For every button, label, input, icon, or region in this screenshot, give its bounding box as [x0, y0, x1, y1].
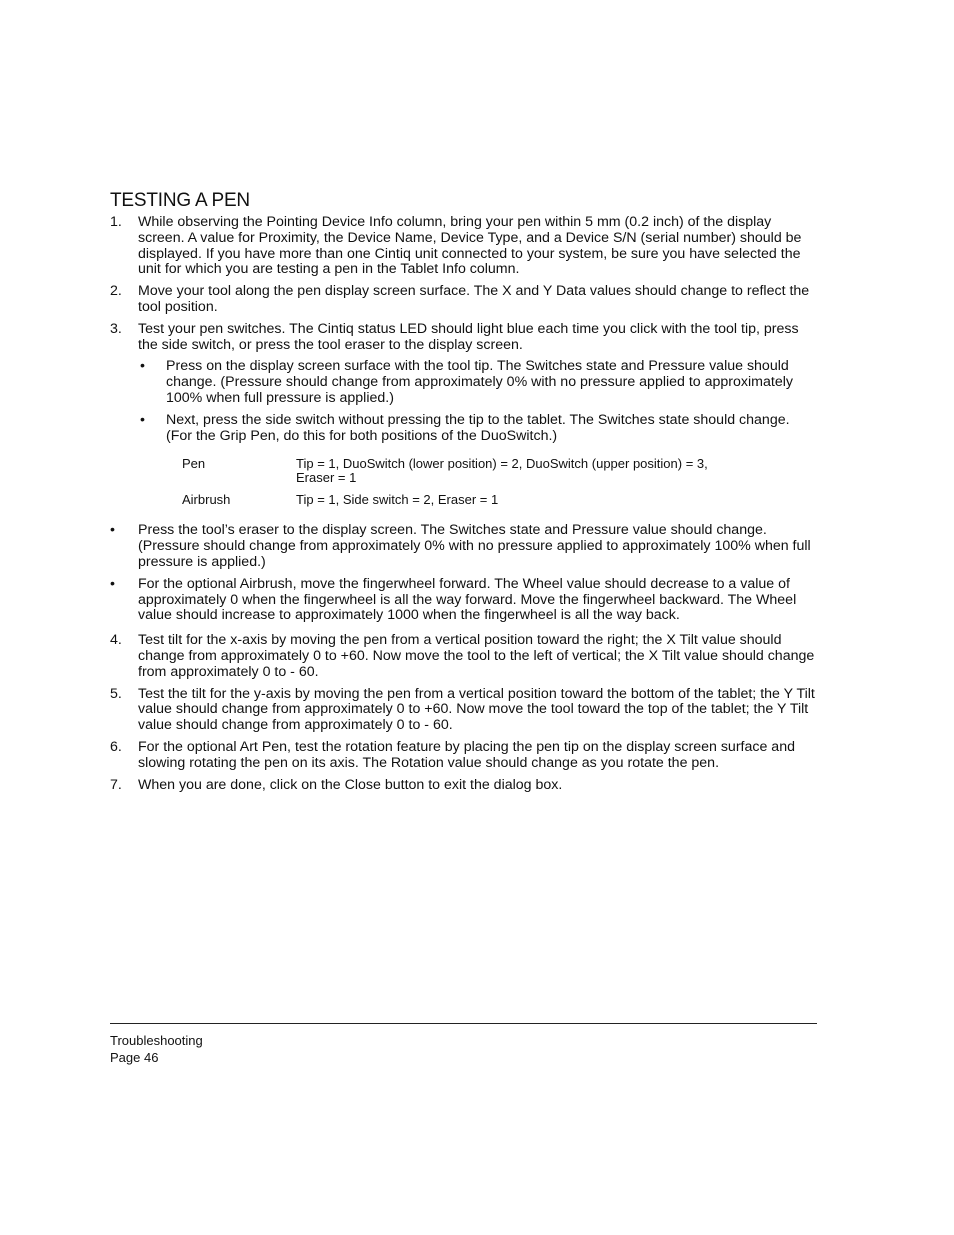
step-3-bullet-2: [110, 413, 817, 445]
step-text: While observing the Pointing Device Info column, bring your pen within 5 mm (0.2 inch) of the display screen. A value for Proximity, the Device Name, Device Type, and a Device S/N (serial number) should be displayed. If you have more than one Cintiq unit connected to your system, be sure you have selected the unit for which you are testing a pen in the Tablet Info column.: [138, 214, 802, 278]
switch-values-table: [182, 457, 746, 515]
bullet-marker: •: [140, 411, 145, 428]
table-row: [182, 493, 746, 515]
tool-switch-values: Tip = 1, Side switch = 2, Eraser = 1: [296, 492, 499, 508]
footer-page-number: Page 46: [110, 1050, 159, 1065]
bullet-marker: •: [110, 575, 115, 592]
step-2: [110, 284, 817, 316]
bullet-marker: •: [140, 358, 145, 375]
document-body: [110, 190, 817, 799]
bullet-text: Press on the display screen surface with the tool tip. The Switches state and Pressure value should change. (Pressure should change from approximately 0% with no pressure applied to approximately 100% when full pressure is applied.): [166, 358, 793, 406]
step-text: For the optional Art Pen, test the rotation feature by placing the pen tip on the display screen surface and slowing rotating the pen on its axis. The Rotation value should change as you rotate the pen.: [138, 738, 795, 771]
step-text: Test the tilt for the y-axis by moving the pen from a vertical position toward the bottom of the tablet; the Y Tilt value should change from approximately 0 to +60. Now move the tool toward the top of the tablet; the Y Tilt value should change from approximately 0 to - 60.: [138, 685, 815, 734]
bullet-text: Next, press the side switch without pressing the tip to the tablet. The Switches state should change. (For the Grip Pen, do this for both positions of the DuoSwitch.): [166, 411, 790, 444]
step-text: When you are done, click on the Close button to exit the dialog box.: [138, 776, 563, 793]
step-5: [110, 687, 817, 734]
step-3-bullet-1: [110, 359, 817, 406]
step-number: 7.: [110, 776, 122, 793]
step-number: 3.: [110, 320, 122, 337]
step-number: 5.: [110, 685, 122, 702]
bullet-text: For the optional Airbrush, move the fingerwheel forward. The Wheel value should decrease to a value of approximately 0 when the fingerwheel is all the way forward. Move the fingerwheel backward. The Wheel value should increase to approximately 1000 when the fingerwheel is all the way back.: [138, 575, 797, 624]
step-text: Test your pen switches. The Cintiq status LED should light blue each time you click with the tool tip, press the side switch, or press the tool eraser to the display screen.: [138, 320, 799, 353]
footer-section-name: Troubleshooting: [110, 1033, 203, 1048]
section-heading: TESTING A PEN: [110, 190, 250, 211]
page-footer: [110, 1023, 817, 1066]
table-row: [182, 457, 746, 493]
step-number: 2.: [110, 283, 122, 300]
tool-name: Pen: [182, 456, 206, 472]
step-4: [110, 633, 817, 680]
step-7: [110, 778, 817, 794]
step-text: Move your tool along the pen display screen surface. The X and Y Data values should change to reflect the tool position.: [138, 283, 810, 315]
step-text: Test tilt for the x-axis by moving the pen from a vertical position toward the right; the X Tilt value should change from approximately 0 to +60. Now move the tool to the left of vertical; the X Tilt value should change from approximately 0 to - 60.: [138, 632, 815, 680]
step-1: [110, 215, 817, 278]
outer-bullet-2: [110, 577, 817, 624]
bullet-marker: •: [110, 522, 115, 539]
step-number: 1.: [110, 214, 122, 230]
bullet-text: Press the tool’s eraser to the display screen. The Switches state and Pressure value should change. (Pressure should change from approximately 0% with no pressure applied to approximately 100% when full pressure is applied.): [138, 522, 811, 570]
tool-name: Airbrush: [182, 492, 231, 508]
step-number: 6.: [110, 738, 122, 755]
step-3: [110, 322, 817, 354]
outer-bullet-1: [110, 523, 817, 570]
tool-switch-values: Tip = 1, DuoSwitch (lower position) = 2, DuoSwitch (upper position) = 3, Eraser = 1: [296, 456, 708, 486]
step-6: [110, 740, 817, 772]
step-number: 4.: [110, 632, 122, 649]
